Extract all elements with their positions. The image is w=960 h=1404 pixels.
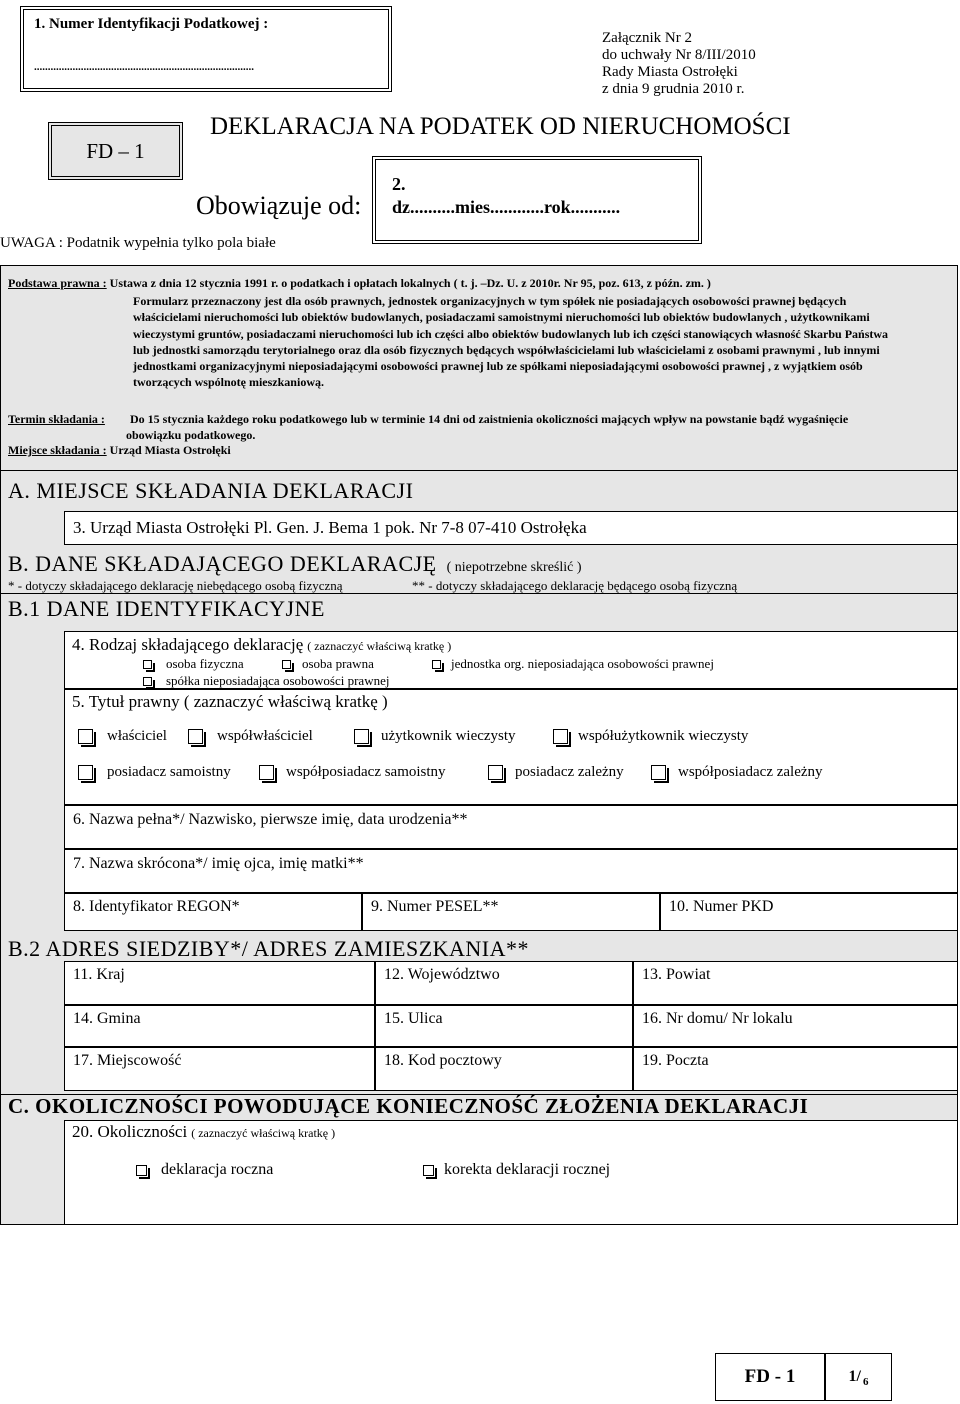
- option-legal-person[interactable]: osoba prawna: [282, 656, 374, 672]
- basis-text: Ustawa z dnia 12 stycznia 1991 r. o podatkach i opłatach lokalnych ( t. j. –Dz. U. z 2010r. Nr 95, poz. 613, z późn. zm. ): [109, 276, 711, 290]
- legal-basis: [8, 275, 948, 291]
- option-independent-holder[interactable]: posiadacz samoistny: [78, 764, 231, 781]
- field10-box[interactable]: [660, 893, 958, 931]
- purpose-text: Formularz przeznaczony jest dla osób prawnych, jednostek organizacyjnych w tym spółek nie posiadających osobowości prawnej będących właścicielami nieruchomości lub obiektów budowlanych, posiadaczami samoistnymi nieruchomości lub obiektów budowlanych , użytkownikami wieczystymi gruntów, posiadaczami nieruchomości lub ich części albo obiektów budowlanych lub ich części stanowiących własność Skarbu Państwa lub jednostki samorządu terytorialnego oraz dla osób fizycznych będących współwłaścicielami lub właścicielami z osobami prawnymi , lub innymi jednostkami organizacyjnymi nieposiadającymi osobowości prawnej lub ze spółkami nieposiadającymi osobowości prawnej , z wyjątkiem osób tworzących wspólnotę mieszkaniową.: [133, 294, 889, 390]
- option-annual-declaration[interactable]: deklaracja roczna: [136, 1161, 273, 1179]
- page-number: 1/: [848, 1368, 861, 1385]
- section-a-title: A. MIEJSCE SKŁADANIA DEKLARACJI: [8, 478, 414, 503]
- footer-code-box: [715, 1353, 825, 1401]
- nip-dots: ................................................................................: [34, 61, 254, 73]
- b1-divider: [0, 593, 958, 594]
- checkbox[interactable]: [188, 729, 203, 744]
- address-locality[interactable]: 17. Miejscowość: [64, 1047, 375, 1091]
- valid-from-label: Obowiązuje od:: [196, 191, 362, 220]
- address-county[interactable]: 13. Powiat: [633, 961, 958, 1005]
- footer-code: FD - 1: [744, 1366, 796, 1387]
- section-a-divider: [0, 470, 958, 471]
- form-code-box: [48, 122, 183, 180]
- field9-label: 9. Numer PESEL**: [371, 898, 499, 915]
- section-b-note: ( niepotrzebne skreślić ): [446, 560, 582, 575]
- checkbox[interactable]: [136, 1165, 147, 1176]
- deadline-label: Termin składania :: [8, 412, 105, 426]
- address-country[interactable]: 11. Kraj: [64, 961, 375, 1005]
- checkbox[interactable]: [143, 677, 152, 686]
- checkbox[interactable]: [143, 660, 152, 669]
- address-municipality[interactable]: 14. Gmina: [64, 1005, 375, 1047]
- section-b-title-row: [8, 551, 582, 577]
- field6-box[interactable]: [64, 805, 958, 849]
- checkbox[interactable]: [78, 729, 93, 744]
- form-code: FD – 1: [86, 138, 145, 163]
- field2-label: 2.: [392, 174, 406, 194]
- checkbox[interactable]: [259, 765, 274, 780]
- nip-box[interactable]: [20, 6, 392, 92]
- field10-label: 10. Numer PKD: [669, 898, 774, 915]
- option-org-unit[interactable]: jednostka org. nieposiadająca osobowości prawnej: [432, 656, 714, 672]
- field8-box[interactable]: [64, 893, 362, 931]
- section-b1-title: B.1 DANE IDENTYFIKACYJNE: [8, 596, 325, 621]
- option-co-perpetual-user[interactable]: współużytkownik wieczysty: [553, 728, 748, 745]
- field20-note: ( zaznaczyć właściwą kratkę ): [191, 1126, 336, 1140]
- option-perpetual-user[interactable]: użytkownik wieczysty: [354, 728, 516, 745]
- field9-box[interactable]: [362, 893, 660, 931]
- field7-box[interactable]: [64, 849, 958, 893]
- section-b-title: B. DANE SKŁADAJĄCEGO DEKLARACJĘ: [8, 551, 437, 576]
- address-postal-code[interactable]: 18. Kod pocztowy: [375, 1047, 633, 1091]
- option-dependent-holder[interactable]: posiadacz zależny: [488, 764, 624, 781]
- field20-label: 20. Okoliczności: [72, 1122, 188, 1141]
- option-co-dependent-holder[interactable]: współposiadacz zależny: [651, 764, 823, 781]
- nip-label: 1. Numer Identyfikacji Podatkowej :: [34, 16, 269, 32]
- footer-page-box: [825, 1353, 892, 1401]
- field8-label: 8. Identyfikator REGON*: [73, 898, 240, 915]
- option-annual-correction[interactable]: korekta deklaracji rocznej: [423, 1161, 610, 1179]
- annex-note: Załącznik Nr 2 do uchwały Nr 8/III/2010 Rady Miasta Ostrołęki z dnia 9 grudnia 2010 r.: [602, 30, 756, 97]
- option-co-owner[interactable]: współwłaściciel: [188, 728, 313, 745]
- field20-heading: [72, 1122, 335, 1142]
- checkbox[interactable]: [423, 1165, 434, 1176]
- field5-label: 5. Tytuł prawny ( zaznaczyć właściwą kratkę ): [72, 692, 388, 711]
- place-text: Urząd Miasta Ostrołęki: [109, 443, 231, 457]
- deadline-text: Do 15 stycznia każdego roku podatkowego lub w terminie 14 dni od zaistnienia okoliczności mających wpływ na powstanie bądź wygaśnięcie obowiązku podatkowego.: [126, 412, 849, 443]
- checkbox[interactable]: [432, 660, 441, 669]
- checkbox[interactable]: [553, 729, 568, 744]
- footnote-natural-person: ** - dotyczy składającego deklarację będącego osobą fizyczną: [412, 578, 738, 593]
- checkbox[interactable]: [651, 765, 666, 780]
- field2-date: dz..........mies............rok...........: [392, 197, 621, 217]
- option-co-independent-holder[interactable]: współposiadacz samoistny: [259, 764, 446, 781]
- address-house-number[interactable]: 16. Nr domu/ Nr lokalu: [633, 1005, 958, 1047]
- field7-label: 7. Nazwa skrócona*/ imię ojca, imię matki**: [73, 855, 364, 872]
- page-total: 6: [862, 1376, 869, 1388]
- checkbox[interactable]: [354, 729, 369, 744]
- option-natural-person[interactable]: osoba fizyczna: [143, 656, 244, 672]
- place-label: Miejsce składania :: [8, 443, 107, 457]
- field4-label: 4. Rodzaj składającego deklarację: [72, 635, 304, 654]
- address-post-office[interactable]: 19. Poczta: [633, 1047, 958, 1091]
- basis-label: Podstawa prawna :: [8, 276, 107, 290]
- field4-note: ( zaznaczyć właściwą kratkę ): [307, 639, 452, 653]
- section-c-title: C. OKOLICZNOŚCI POWODUJĄCE KONIECZNOŚĆ ZŁOŻENIA DEKLARACJI: [8, 1094, 809, 1118]
- place: [8, 443, 231, 458]
- option-owner[interactable]: właściciel: [78, 728, 167, 745]
- note-white-fields: UWAGA : Podatnik wypełnia tylko pola białe: [0, 235, 276, 251]
- field6-label: 6. Nazwa pełna*/ Nazwisko, pierwsze imię, data urodzenia**: [73, 811, 468, 828]
- option-partnership[interactable]: spółka nieposiadająca osobowości prawnej: [143, 673, 389, 689]
- checkbox[interactable]: [78, 765, 93, 780]
- address-voivodeship[interactable]: 12. Województwo: [375, 961, 633, 1005]
- checkbox[interactable]: [282, 660, 291, 669]
- section-b2-title: B.2 ADRES SIEDZIBY*/ ADRES ZAMIESZKANIA**: [8, 936, 530, 961]
- valid-from-field[interactable]: [372, 156, 702, 244]
- field3-box[interactable]: [64, 511, 958, 545]
- footnote-legal-person: * - dotyczy składającego deklarację niebędącego osobą fizyczną: [8, 578, 343, 593]
- checkbox[interactable]: [488, 765, 503, 780]
- field4-heading: [72, 635, 451, 655]
- page-title: DEKLARACJA NA PODATEK OD NIERUCHOMOŚCI: [210, 113, 791, 140]
- address-street[interactable]: 15. Ulica: [375, 1005, 633, 1047]
- field3: 3. Urząd Miasta Ostrołęki Pl. Gen. J. Bema 1 pok. Nr 7-8 07-410 Ostrołęka: [73, 518, 587, 537]
